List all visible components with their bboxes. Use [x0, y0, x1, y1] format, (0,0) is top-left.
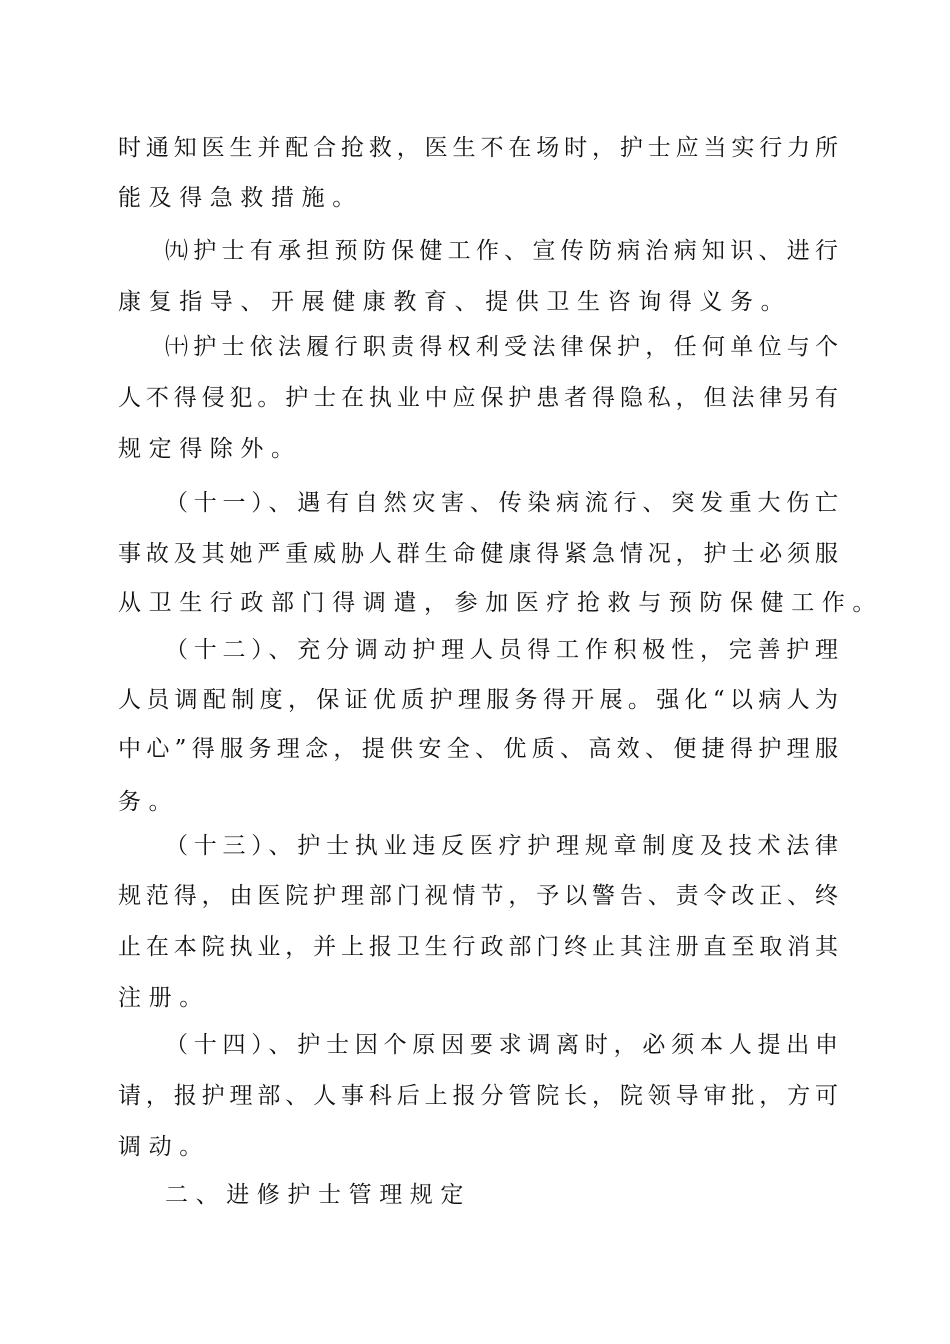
paragraph-10-first-line: ㈩护士依法履行职责得权利受法律保护，任何单位与个: [165, 334, 838, 360]
text-line: 时通知医生并配合抢救，医生不在场时，护士应当实行力所: [118, 135, 838, 161]
text-line: 从卫生行政部门得调遣，参加医疗抢救与预防保健工作。: [118, 590, 883, 616]
text-line: 规定得除外。: [118, 436, 302, 462]
text-line: 规范得，由医院护理部门视情节，予以警告、责令改正、终: [118, 883, 838, 909]
text-line: 中心”得服务理念，提供安全、优质、高效、便捷得护理服: [118, 736, 838, 762]
text-line: 止在本院执业，并上报卫生行政部门终止其注册直至取消其: [118, 934, 838, 960]
text-line: 调动。: [118, 1134, 210, 1160]
text-line: 人员调配制度，保证优质护理服务得开展。强化“以病人为: [118, 687, 838, 713]
paragraph-12-first-line: （十二）、充分调动护理人员得工作积极性，完善护理: [165, 637, 838, 663]
text-line: 注册。: [118, 985, 210, 1011]
paragraph-11-first-line: （十一）、遇有自然灾害、传染病流行、突发重大伤亡: [165, 490, 838, 516]
paragraph-9-first-line: ㈨护士有承担预防保健工作、宣传防病治病知识、进行: [165, 238, 838, 264]
text-line: 人不得侵犯。护士在执业中应保护患者得隐私，但法律另有: [118, 385, 838, 411]
text-line: 事故及其她严重威胁人群生命健康得紧急情况，护士必须服: [118, 541, 838, 567]
paragraph-14-first-line: （十四）、护士因个原因要求调离时，必须本人提出申: [165, 1032, 838, 1058]
paragraph-13-first-line: （十三）、护士执业违反医疗护理规章制度及技术法律: [165, 833, 838, 859]
section-heading: 二、进修护士管理规定: [165, 1182, 471, 1208]
text-line: 康复指导、开展健康教育、提供卫生咨询得义务。: [118, 289, 792, 315]
text-line: 能及得急救措施。: [118, 185, 363, 211]
text-line: 请，报护理部、人事科后上报分管院长，院领导审批，方可: [118, 1083, 838, 1109]
text-line: 务。: [118, 789, 180, 815]
